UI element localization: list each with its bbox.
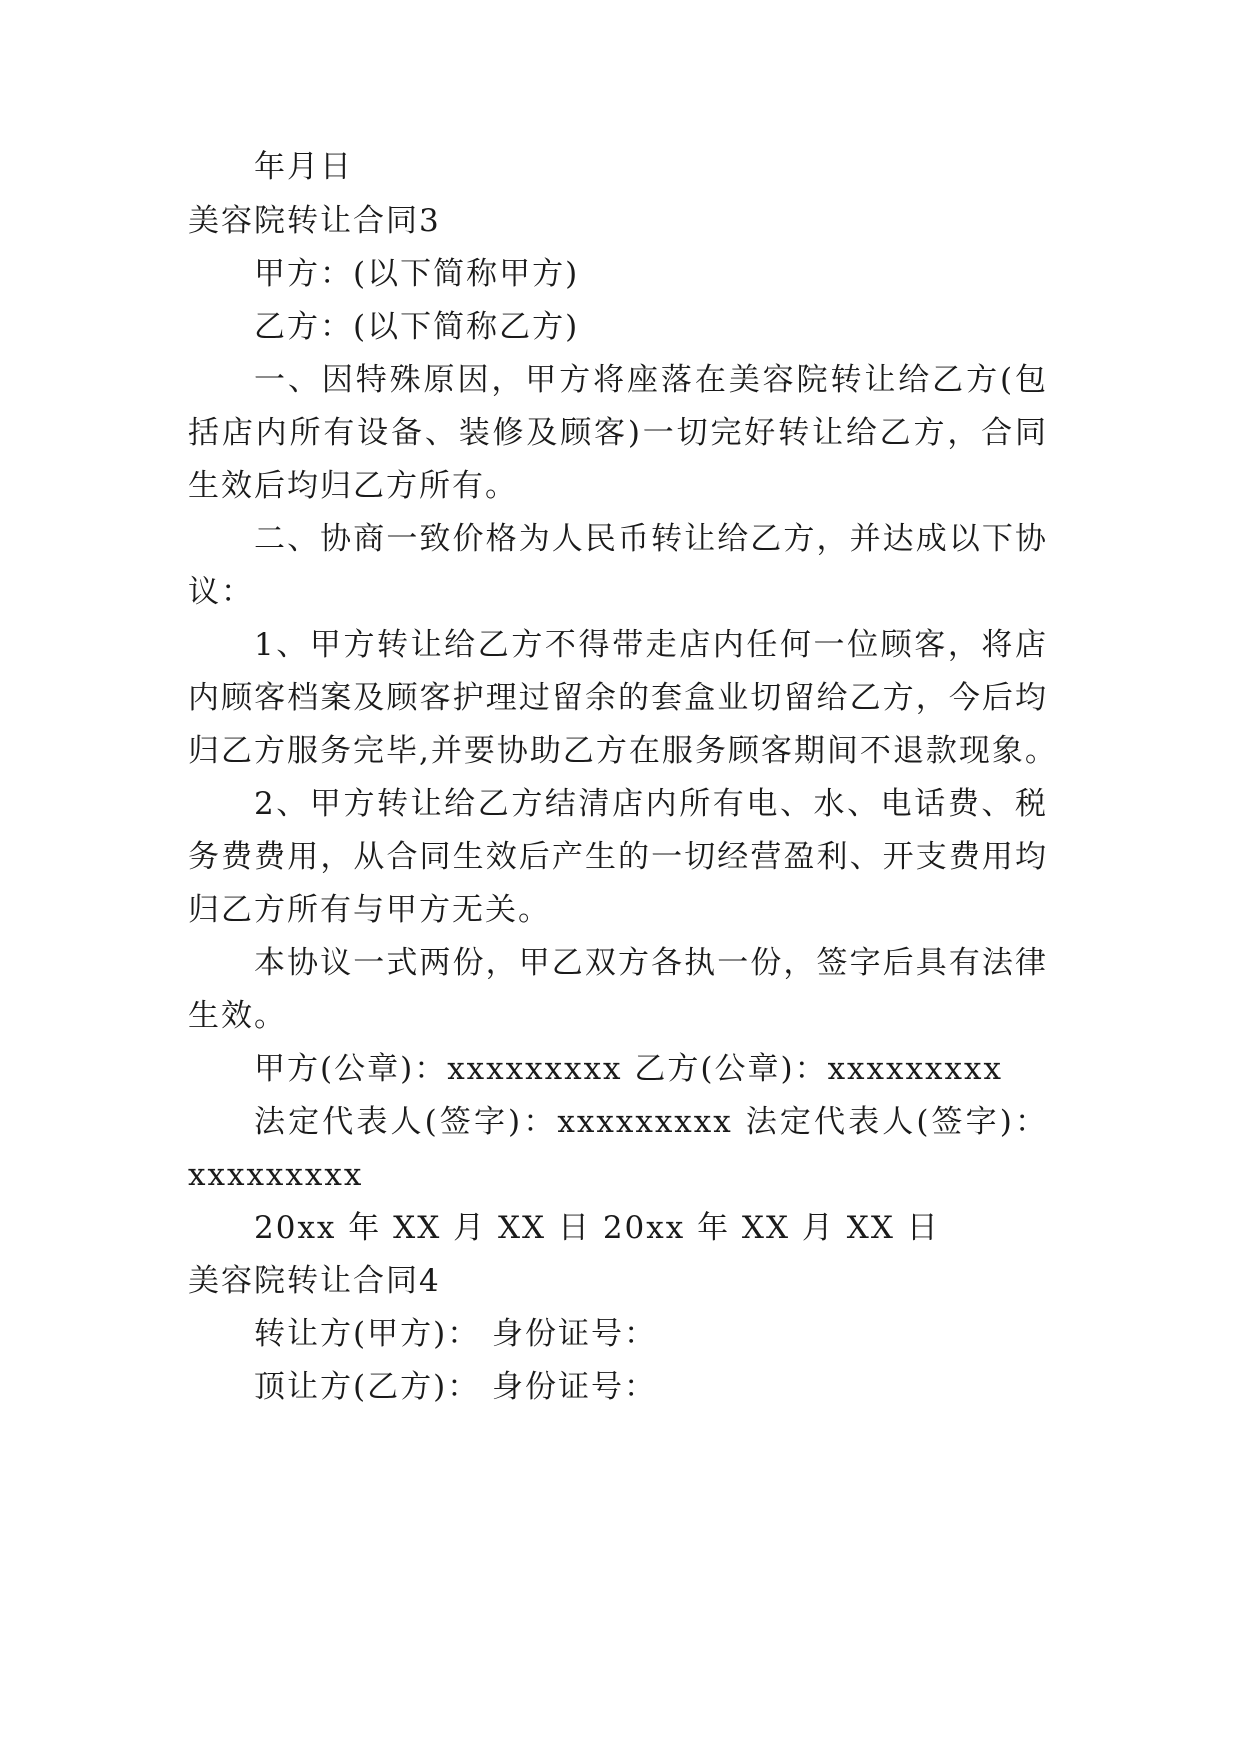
representative-signature-line: 法定代表人(签字)：xxxxxxxxx 法定代表人(签字)： xyxy=(254,1104,1048,1140)
party-a-line: 甲方：(以下简称甲方) xyxy=(254,256,580,292)
representative-signature-value: xxxxxxxxx xyxy=(188,1157,364,1193)
item-1-line-1: 1、甲方转让给乙方不得带走店内任何一位顾客，将店 xyxy=(254,627,1048,663)
seal-line: 甲方(公章)：xxxxxxxxx 乙方(公章)：xxxxxxxxx xyxy=(254,1051,1003,1087)
transferee-line: 顶让方(乙方)： 身份证号： xyxy=(254,1369,658,1405)
clause-2-line-1: 二、协商一致价格为人民币转让给乙方，并达成以下协 xyxy=(254,521,1048,557)
clause-1-line-1: 一、因特殊原因，甲方将座落在美容院转让给乙方(包 xyxy=(254,362,1048,398)
date-line: 年月日 xyxy=(254,149,353,185)
party-b-line: 乙方：(以下简称乙方) xyxy=(254,309,580,345)
transferor-line: 转让方(甲方)： 身份证号： xyxy=(254,1316,658,1352)
item-1-line-3: 归乙方服务完毕,并要协助乙方在服务顾客期间不退款现象。 xyxy=(188,733,1058,769)
item-2-line-1: 2、甲方转让给乙方结清店内所有电、水、电话费、税 xyxy=(254,786,1048,822)
section-heading-3: 美容院转让合同3 xyxy=(188,203,441,239)
clause-1-line-3: 生效后均归乙方所有。 xyxy=(188,468,518,504)
agreement-copies-line-2: 生效。 xyxy=(188,998,287,1034)
section-heading-4: 美容院转让合同4 xyxy=(188,1263,441,1299)
clause-1-line-2: 括店内所有设备、装修及顾客)一切完好转让给乙方，合同 xyxy=(188,415,1048,451)
item-2-line-2: 务费费用，从合同生效后产生的一切经营盈利、开支费用均 xyxy=(188,839,1048,875)
signing-date-line: 20xx 年 XX 月 XX 日 20xx 年 XX 月 XX 日 xyxy=(254,1210,940,1246)
agreement-copies-line-1: 本协议一式两份，甲乙双方各执一份，签字后具有法律 xyxy=(254,945,1048,981)
item-1-line-2: 内顾客档案及顾客护理过留余的套盒业切留给乙方，今后均 xyxy=(188,680,1048,716)
item-2-line-3: 归乙方所有与甲方无关。 xyxy=(188,892,551,928)
clause-2-line-2: 议： xyxy=(188,574,254,610)
